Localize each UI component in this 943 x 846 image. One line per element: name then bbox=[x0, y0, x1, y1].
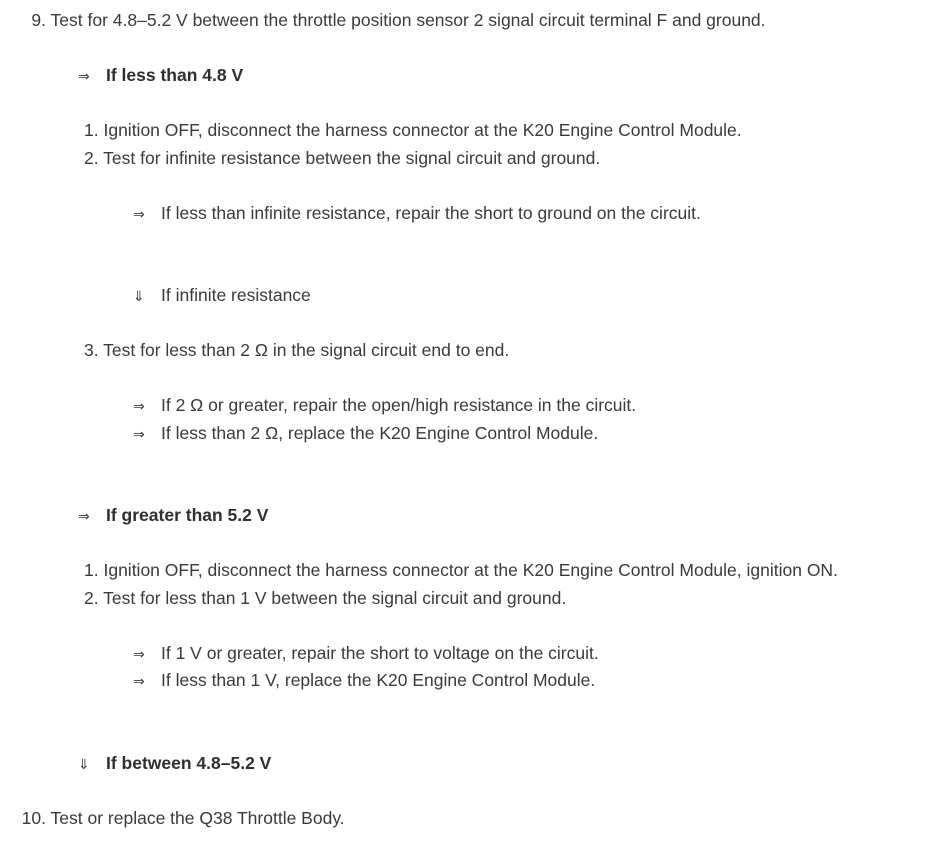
result-text: If 1 V or greater, repair the short to voltage on the circuit. bbox=[161, 643, 599, 663]
right-double-arrow-icon: ⇒ bbox=[133, 674, 145, 690]
substep-number: 2. bbox=[84, 588, 99, 608]
branch-greater-than bbox=[78, 504, 268, 528]
step-9 bbox=[28, 9, 766, 31]
branch-between bbox=[78, 752, 271, 776]
substep bbox=[84, 559, 838, 581]
step-text: Test for 4.8–5.2 V between the throttle position sensor 2 signal circuit terminal F and ground. bbox=[50, 10, 766, 30]
substep bbox=[84, 147, 600, 169]
right-double-arrow-icon: ⇒ bbox=[133, 647, 145, 663]
result-item bbox=[133, 669, 595, 693]
branch-less-than bbox=[78, 64, 243, 88]
step-number: 9. bbox=[31, 10, 46, 30]
step-number: 10. bbox=[21, 808, 46, 828]
substep-text: Test for infinite resistance between the signal circuit and ground. bbox=[103, 148, 601, 168]
substep-text: Test for less than 2 Ω in the signal circuit end to end. bbox=[103, 340, 510, 360]
substep-text: Ignition OFF, disconnect the harness connector at the K20 Engine Control Module, ignition ON. bbox=[103, 560, 838, 580]
continue-text: If infinite resistance bbox=[161, 285, 311, 305]
result-item bbox=[133, 394, 636, 418]
result-item bbox=[133, 422, 598, 446]
substep-text: Ignition OFF, disconnect the harness connector at the K20 Engine Control Module. bbox=[103, 120, 742, 140]
result-text: If 2 Ω or greater, repair the open/high resistance in the circuit. bbox=[161, 395, 637, 415]
substep-text: Test for less than 1 V between the signal circuit and ground. bbox=[103, 588, 567, 608]
step-10 bbox=[19, 807, 345, 829]
result-text: If less than 2 Ω, replace the K20 Engine Control Module. bbox=[161, 423, 599, 443]
substep-number: 2. bbox=[84, 148, 99, 168]
result-item bbox=[133, 202, 701, 226]
branch-label: If greater than 5.2 V bbox=[106, 505, 269, 525]
down-double-arrow-icon: ⇓ bbox=[133, 289, 145, 305]
substep-number: 3. bbox=[84, 340, 99, 360]
substep bbox=[84, 119, 742, 141]
branch-label: If between 4.8–5.2 V bbox=[106, 753, 272, 773]
substep bbox=[84, 339, 509, 361]
result-text: If less than 1 V, replace the K20 Engine Control Module. bbox=[161, 670, 596, 690]
right-double-arrow-icon: ⇒ bbox=[133, 427, 145, 443]
step-text: Test or replace the Q38 Throttle Body. bbox=[50, 808, 345, 828]
substep-number: 1. bbox=[84, 120, 99, 140]
result-text: If less than infinite resistance, repair the short to ground on the circuit. bbox=[161, 203, 701, 223]
result-item bbox=[133, 642, 599, 666]
substep-number: 1. bbox=[84, 560, 99, 580]
right-double-arrow-icon: ⇒ bbox=[133, 399, 145, 415]
continue-item bbox=[133, 284, 311, 308]
right-double-arrow-icon: ⇒ bbox=[78, 509, 90, 525]
branch-label: If less than 4.8 V bbox=[106, 65, 244, 85]
substep bbox=[84, 587, 566, 609]
down-double-arrow-icon: ⇓ bbox=[78, 757, 90, 773]
right-double-arrow-icon: ⇒ bbox=[133, 207, 145, 223]
right-double-arrow-icon: ⇒ bbox=[78, 69, 90, 85]
